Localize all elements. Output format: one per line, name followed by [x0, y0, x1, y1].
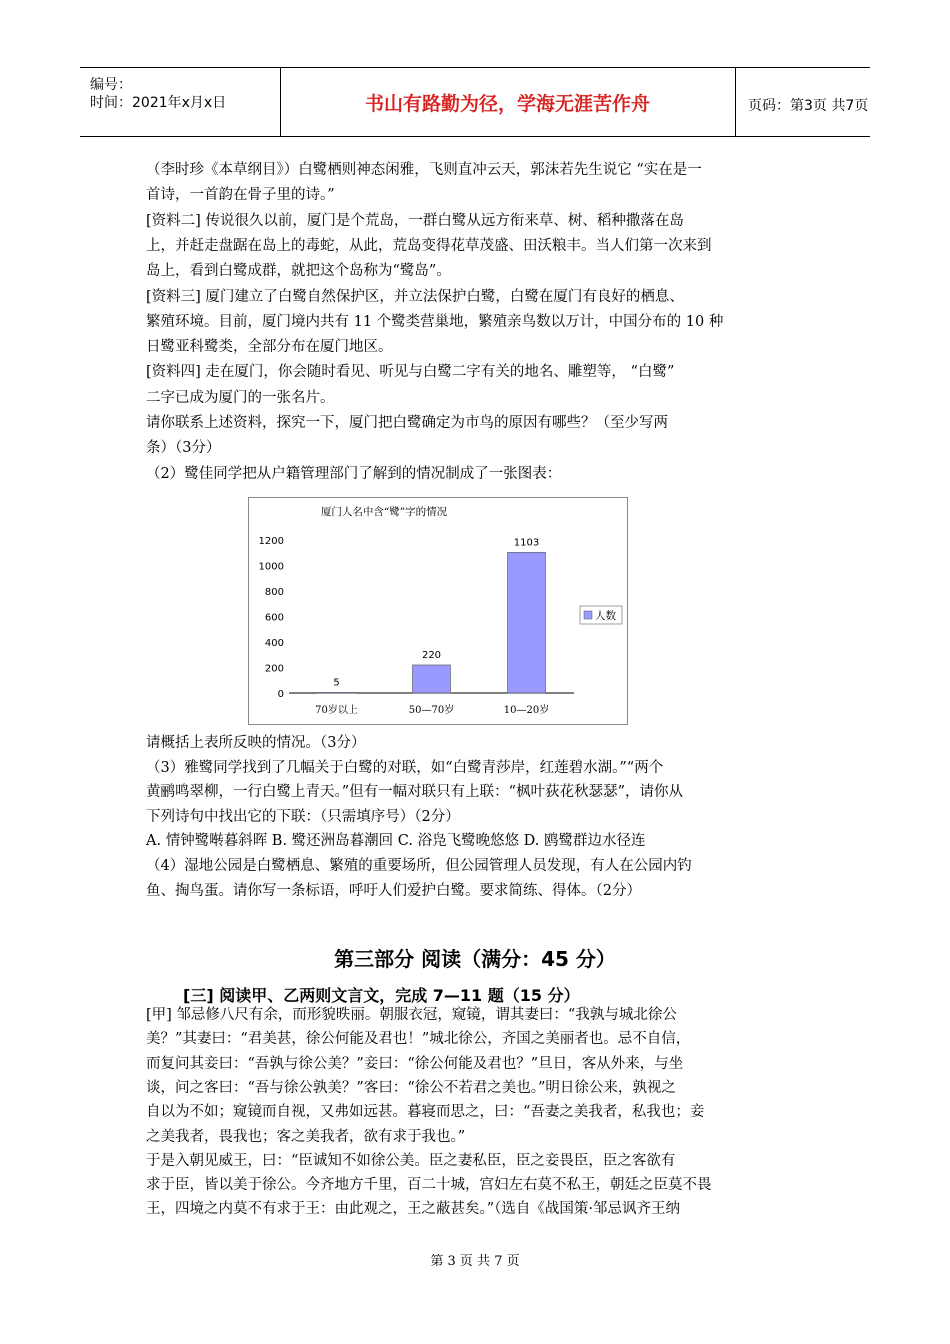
- y-tick-label: 0: [277, 689, 284, 700]
- text-line: 美？”其妻曰：“君美甚，徐公何能及君也！”城北徐公，齐国之美丽者也。忌不自信，: [146, 1031, 691, 1048]
- text-line: 自以为不如；窥镜而自视，又弗如远甚。暮寝而思之，曰：“吾妻之美我者，私我也；妾: [146, 1104, 705, 1121]
- text-line: 求于臣，皆以美于徐公。今齐地方千里，百二十城，宫妇左右莫不私王，朝廷之臣莫不畏: [146, 1177, 712, 1194]
- question-title: [三] 阅读甲、乙两则文言文，完成 7—11 题（15 分）: [183, 986, 580, 1005]
- text-line: [资料二] 传说很久以前，厦门是个荒岛，一群白鹭从远方衔来草、树、稻种撒落在岛: [146, 212, 684, 229]
- text-line: 日鹭亚科鹭类，全部分布在厦门地区。: [146, 339, 393, 356]
- text-line: 王，四境之内莫不有求于王：由此观之，王之蔽甚矣。”（选自《战国策·邹忌讽齐王纳: [146, 1201, 681, 1218]
- text-line: 下列诗句中找出它的下联：（只需填序号）（2分）: [146, 808, 460, 825]
- section-title: 第三部分 阅读（满分：45 分）: [334, 947, 616, 971]
- text-line: [甲] 邹忌修八尺有余，而形貌昳丽。朝服衣冠，窥镜，谓其妻曰：“我孰与城北徐公: [146, 1007, 677, 1023]
- number-label: 编号：: [90, 77, 132, 93]
- text-line: [资料三] 厦门建立了白鹭自然保护区，并立法保护白鹭，白鹭在厦门有良好的栖息、: [146, 288, 684, 305]
- text-line: 而复问其妾曰：“吾孰与徐公美？”妾曰：“徐公何能及君也？”旦日，客从外来，与坐: [146, 1055, 684, 1072]
- text-line: （4）湿地公园是白鹭栖息、繁殖的重要场所，但公园管理人员发现，有人在公园内钓: [146, 858, 692, 874]
- chart-title: 厦门人名中含“鹭”字的情况: [320, 506, 448, 518]
- text-line: 黄鹂鸣翠柳，一行白鹭上青天。”但有一幅对联只有上联：“枫叶荻花秋瑟瑟”，请你从: [146, 784, 683, 801]
- bar-chart: [248, 497, 628, 725]
- text-line: 岛上，看到白鹭成群，就把这个岛称为“鹭岛”。: [146, 263, 451, 280]
- bar: [508, 552, 546, 693]
- y-tick-label: 1200: [258, 536, 284, 547]
- x-tick-label: 10—20岁: [503, 705, 550, 716]
- text-line: [资料四] 走在厦门，你会随时看见、听见与白鹭二字有关的地名、雕塑等， “白鹭”: [146, 364, 675, 381]
- chart-svg: [249, 498, 627, 724]
- page-indicator: 页码：第3页 共7页: [748, 98, 869, 114]
- page-footer: 第 3 页 共 7 页: [430, 1254, 520, 1269]
- text-line: （3）雅鹭同学找到了几幅关于白鹭的对联，如“白鹭青莎岸，红莲碧水湖。”“两个: [146, 759, 664, 776]
- text-line: 请概括上表所反映的情况。（3分）: [146, 735, 366, 751]
- data-label: 5: [333, 677, 340, 689]
- y-tick-label: 800: [264, 587, 284, 598]
- text-line: A. 情钟鹭啭暮斜晖 B. 鹭还洲岛暮潮回 C. 浴凫飞鹭晚悠悠 D. 鸥鹭群边水径连: [146, 833, 646, 850]
- text-line: 请你联系上述资料，探究一下，厦门把白鹭确定为市鸟的原因有哪些？（至少写两: [146, 415, 668, 431]
- data-label: 1103: [513, 537, 540, 549]
- text-line: 鱼、掏鸟蛋。请你写一条标语，呼吁人们爱护白鹭。要求简练、得体。（2分）: [146, 882, 641, 899]
- text-line: （2）鹭佳同学把从户籍管理部门了解到的情况制成了一张图表：: [146, 465, 562, 482]
- bar: [413, 665, 451, 693]
- date-label: 时间：2021年x月x日: [90, 95, 227, 111]
- x-tick-label: 70岁以上: [315, 705, 358, 716]
- text-line: 二字已成为厦门的一张名片。: [146, 389, 335, 406]
- x-tick-label: 50—70岁: [408, 705, 455, 716]
- page-header: [80, 67, 870, 137]
- text-line: （李时珍《本草纲目》）白鹭栖则神态闲雅，飞则直冲云天，郭沫若先生说它 “实在是一: [146, 162, 702, 178]
- text-line: 上，并赶走盘踞在岛上的毒蛇，从此，荒岛变得花草茂盛、田沃粮丰。当人们第一次来到: [146, 237, 712, 254]
- y-tick-label: 400: [264, 638, 284, 649]
- text-line: 谈，问之客曰：“吾与徐公孰美？”客曰：“徐公不若君之美也。”明日徐公来，孰视之: [146, 1079, 676, 1096]
- y-tick-label: 200: [264, 663, 284, 675]
- bar: [318, 692, 356, 693]
- legend-label: 人数: [595, 610, 616, 622]
- y-tick-label: 600: [264, 612, 284, 624]
- text-line: 条）（3分）: [146, 440, 221, 457]
- text-line: 之美我者，畏我也；客之美我者，欲有求于我也。”: [146, 1128, 466, 1145]
- header-meta: [80, 68, 281, 136]
- text-line: 繁殖环境。目前，厦门境内共有 11 个鹭类营巢地，繁殖亲鸟数以万计，中国分布的 10 种: [146, 313, 724, 330]
- legend-swatch: [584, 611, 592, 619]
- text-line: 于是入朝见威王，曰：“臣诚知不如徐公美。臣之妻私臣，臣之妾畏臣，臣之客欲有: [146, 1152, 676, 1169]
- data-label: 220: [421, 649, 442, 661]
- text-line: 首诗，一首韵在骨子里的诗。”: [146, 187, 335, 204]
- y-tick-label: 1000: [258, 561, 284, 573]
- motto: 书山有路勤为径，学海无涯苦作舟: [280, 68, 736, 136]
